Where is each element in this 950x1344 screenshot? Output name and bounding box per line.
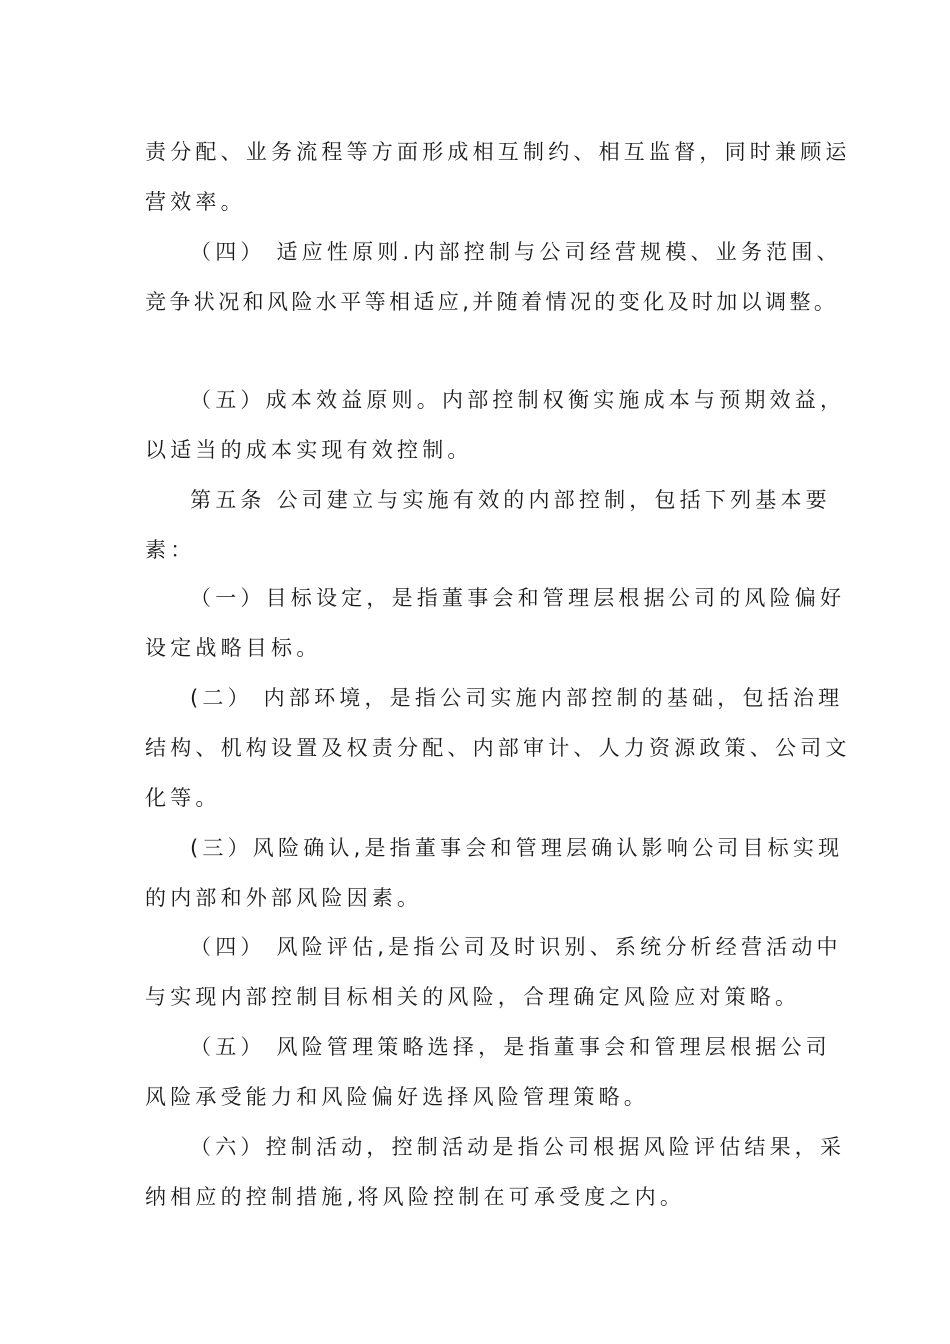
text-line: （五） 风险管理策略选择，是指董事会和管理层根据公司 xyxy=(190,1035,831,1059)
text-line: 以适当的成本实现有效控制。 xyxy=(145,438,473,462)
text-line: 设定战略目标。 xyxy=(145,636,322,660)
text-line: 素： xyxy=(145,538,196,562)
text-line: （四） 风险评估,是指公司及时识别、系统分析经营活动中 xyxy=(190,935,842,959)
text-line: 第五条 公司建立与实施有效的内部控制，包括下列基本要 xyxy=(190,488,831,512)
text-line: 的内部和外部风险因素。 xyxy=(145,886,423,910)
text-line: 竞争状况和风险水平等相适应,并随着情况的变化及时加以调整。 xyxy=(145,290,839,314)
text-line: （五）成本效益原则。内部控制权衡实施成本与预期效益， xyxy=(190,388,846,412)
text-line: (二） 内部环境，是指公司实施内部控制的基础，包括治理 xyxy=(190,686,844,710)
text-line: 风险承受能力和风险偏好选择风险管理策略。 xyxy=(145,1085,649,1109)
text-line: 与实现内部控制目标相关的风险，合理确定风险应对策略。 xyxy=(145,985,801,1009)
text-line: 化等。 xyxy=(145,786,221,810)
text-line: 纳相应的控制措施,将风险控制在可承受度之内。 xyxy=(145,1185,686,1209)
text-line: 营效率。 xyxy=(145,190,246,214)
text-line: 结构、机构设置及权责分配、内部审计、人力资源政策、公司文 xyxy=(145,736,851,760)
text-line: （六）控制活动，控制活动是指公司根据风险评估结果，采 xyxy=(190,1135,846,1159)
text-line: 责分配、业务流程等方面形成相互制约、相互监督，同时兼顾运 xyxy=(145,140,851,164)
text-line: （一）目标设定，是指董事会和管理层根据公司的风险偏好 xyxy=(190,586,846,610)
text-line: （四） 适应性原则.内部控制与公司经营规模、业务范围、 xyxy=(190,240,842,264)
text-line: (三）风险确认,是指董事会和管理层确认影响公司目标实现 xyxy=(190,836,844,860)
